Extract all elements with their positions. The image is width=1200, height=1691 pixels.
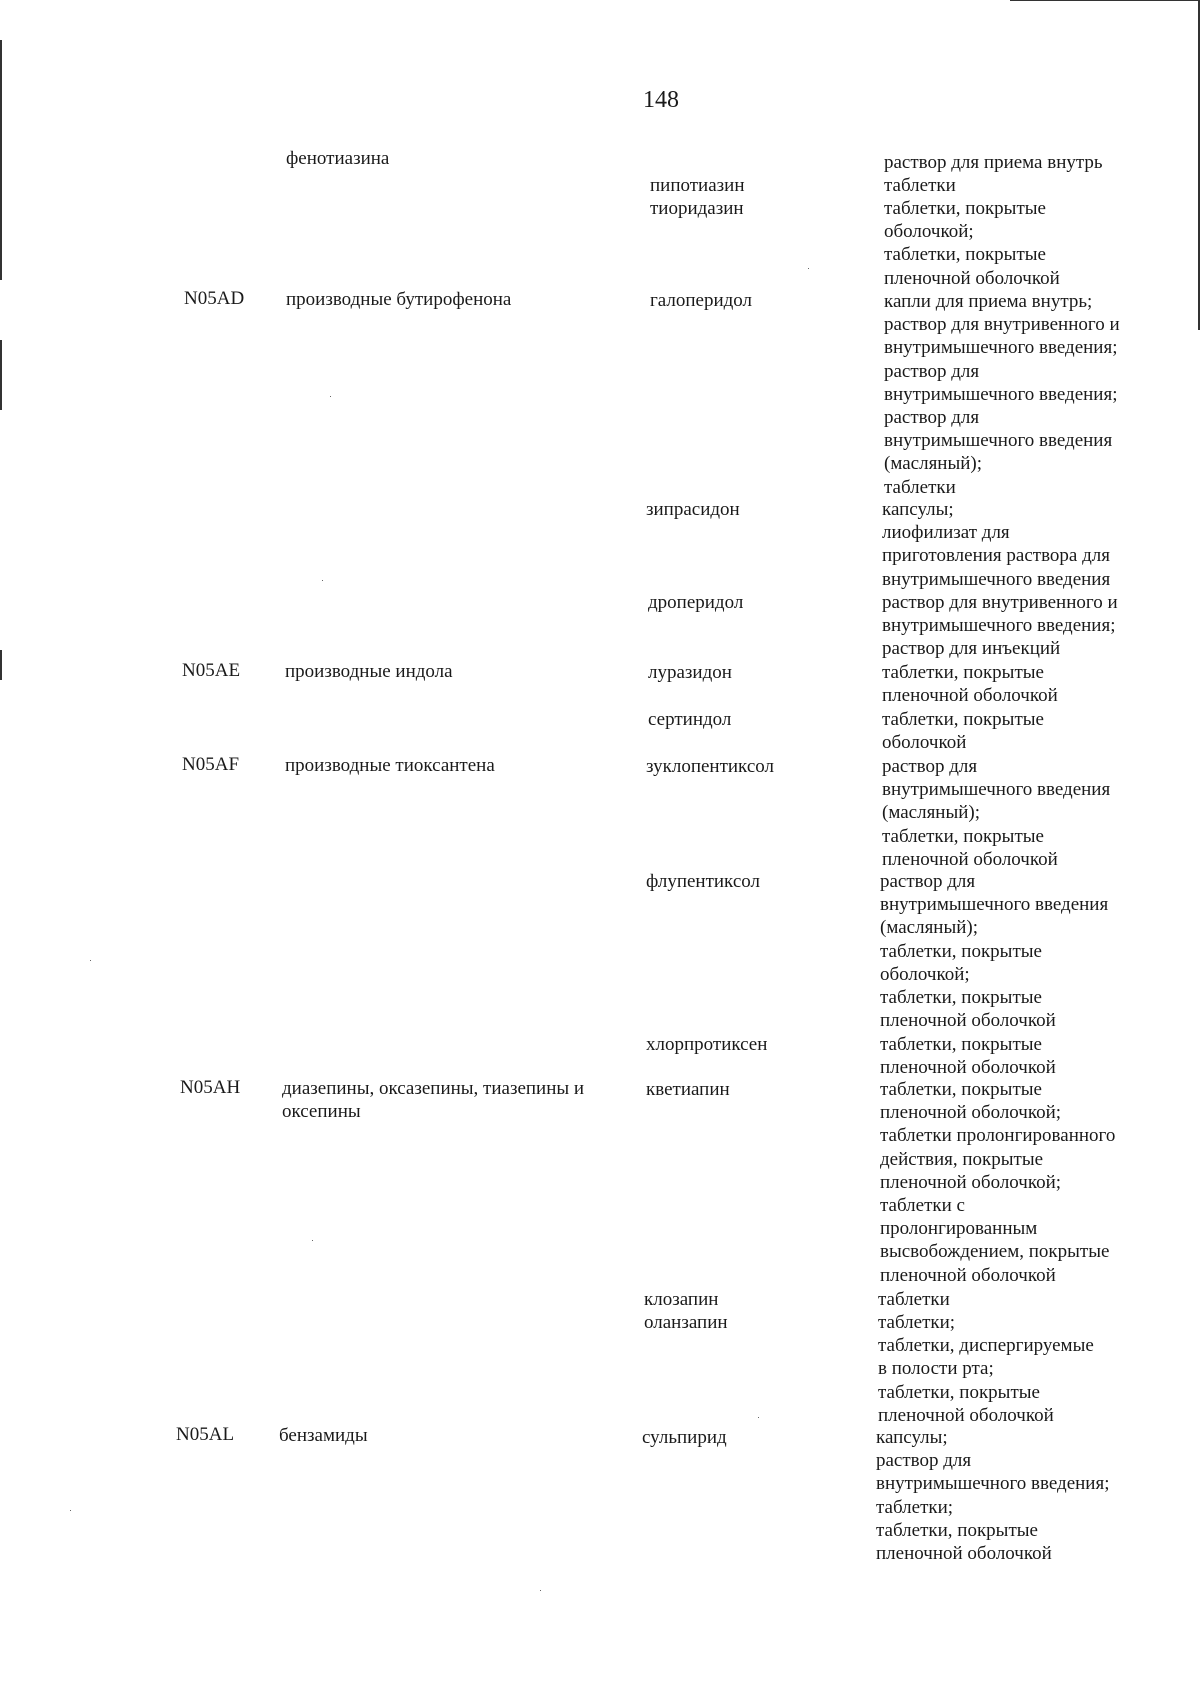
- dosage-forms: раствор для внутримышечного введения (масляный); таблетки, покрытые пленочной оболочкой: [882, 756, 1111, 870]
- drug-name: зуклопентиксол: [646, 756, 774, 777]
- dosage-forms: таблетки; таблетки, диспергируемые в полости рта; таблетки, покрытые пленочной оболочкой: [878, 1312, 1094, 1426]
- scan-edge-line: [0, 40, 2, 280]
- atc-group-name: производные бутирофенона: [286, 289, 512, 310]
- drug-name: зипрасидон: [646, 499, 740, 520]
- drug-name: тиоридазин: [650, 198, 744, 219]
- scan-speck: [330, 396, 331, 397]
- drug-name: галоперидол: [650, 290, 753, 311]
- scan-speck: [90, 960, 91, 961]
- atc-code: N05AH: [180, 1077, 241, 1098]
- dosage-forms: раствор для внутривенного и внутримышечного введения; раствор для инъекций: [882, 592, 1118, 660]
- dosage-forms: таблетки, покрытые оболочкой: [882, 709, 1044, 754]
- dosage-forms: капсулы; лиофилизат для приготовления раствора для внутримышечного введения: [882, 499, 1111, 590]
- dosage-forms: таблетки, покрытые пленочной оболочкой: [880, 1034, 1056, 1079]
- atc-group-name: производные индола: [285, 661, 453, 682]
- drug-name: дроперидол: [648, 592, 744, 613]
- drug-name: луразидон: [648, 662, 732, 683]
- dosage-forms: таблетки: [878, 1289, 950, 1310]
- dosage-forms: таблетки: [884, 175, 956, 196]
- scan-speck: [312, 1240, 313, 1241]
- atc-code: N05AD: [184, 288, 245, 309]
- page-number: 148: [643, 87, 679, 113]
- scan-speck: [758, 1417, 759, 1418]
- drug-name: пипотиазин: [650, 175, 745, 196]
- dosage-forms: капсулы; раствор для внутримышечного введения; таблетки; таблетки, покрытые пленочной оболочкой: [876, 1427, 1110, 1565]
- atc-group-name: фенотиазина: [286, 148, 390, 169]
- atc-group-name: бензамиды: [279, 1425, 368, 1446]
- dosage-forms: таблетки, покрытые пленочной оболочкой; таблетки пролонгированного действия, покрытые пленочной оболочкой; таблетки с пролонгированным высвобождением, покрытые пленочной оболочкой: [880, 1079, 1116, 1286]
- scan-edge-line: [1010, 0, 1200, 1]
- scan-speck: [322, 580, 323, 581]
- drug-name: сульпирид: [642, 1427, 727, 1448]
- scan-edge-line: [0, 650, 2, 680]
- scan-speck: [540, 1590, 541, 1591]
- atc-code: N05AL: [176, 1424, 235, 1445]
- atc-code: N05AE: [182, 660, 241, 681]
- drug-name: хлорпротиксен: [646, 1034, 768, 1055]
- drug-name: оланзапин: [644, 1312, 728, 1333]
- atc-code: N05AF: [182, 754, 240, 775]
- scan-edge-line: [0, 340, 2, 410]
- drug-name: клозапин: [644, 1289, 719, 1310]
- dosage-forms: таблетки, покрытые оболочкой; таблетки, покрытые пленочной оболочкой: [884, 198, 1060, 289]
- atc-group-name: диазепины, оксазепины, тиазепины и оксепины: [282, 1078, 585, 1123]
- dosage-forms: капли для приема внутрь; раствор для внутривенного и внутримышечного введения; раствор для внутримышечного введения; раствор для внутримышечного введения (масляный); таблетки: [884, 291, 1120, 498]
- scan-speck: [808, 268, 809, 269]
- drug-name: флупентиксол: [646, 871, 760, 892]
- dosage-forms: таблетки, покрытые пленочной оболочкой: [882, 662, 1058, 707]
- dosage-forms: раствор для внутримышечного введения (масляный); таблетки, покрытые оболочкой; таблетки, покрытые пленочной оболочкой: [880, 871, 1109, 1032]
- drug-name: сертиндол: [648, 709, 732, 730]
- scan-speck: [70, 1510, 71, 1511]
- drug-name: кветиапин: [646, 1079, 730, 1100]
- dosage-forms: раствор для приема внутрь: [884, 152, 1103, 173]
- atc-group-name: производные тиоксантена: [285, 755, 495, 776]
